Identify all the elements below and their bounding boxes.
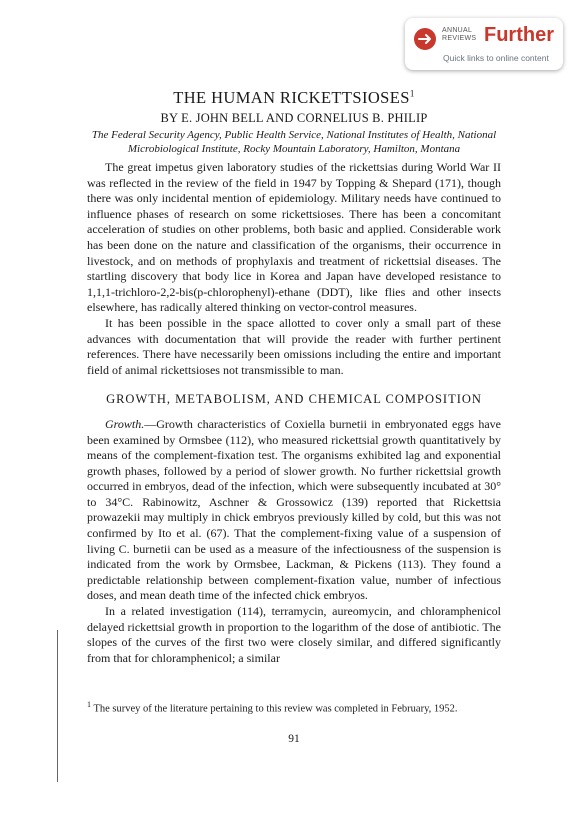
further-logo-icon xyxy=(414,28,436,50)
article-title xyxy=(87,88,501,108)
growth-paragraph xyxy=(87,417,501,604)
further-links-badge[interactable] xyxy=(405,18,563,70)
further-title: Further xyxy=(484,24,554,46)
brand-line-annual: ANNUAL xyxy=(442,27,473,34)
article-body xyxy=(87,160,501,666)
antibiotic-paragraph: In a related investigation (114), terramycin, aureomycin, and chloramphenicol delayed rickettsial growth in proportion to the logarithm of the dose of antibiotic. The slopes of the curves of the first two were closely similar, and differed significantly from that for chloramphenicol; a similar xyxy=(87,604,501,665)
intro-paragraph-2: It has been possible in the space allotted to cover only a small part of these advances with documentation that will provide the reader with further pertinent references. There have necessarily been omissions including the entire and important field of animal rickettsioses not transmissible to man. xyxy=(87,315,501,377)
brand-line-reviews: REVIEWS xyxy=(442,35,477,42)
footnote xyxy=(87,698,501,716)
article-authors: BY E. JOHN BELL AND CORNELIUS B. PHILIP xyxy=(160,111,428,125)
further-subtitle[interactable]: Quick links to online content xyxy=(443,53,549,63)
annual-reviews-brand xyxy=(442,27,476,43)
growth-run-in-heading: Growth. xyxy=(105,416,145,431)
footnote-text: The survey of the literature pertaining to this review was completed in February, 1952. xyxy=(93,703,458,715)
title-footnote-mark: 1 xyxy=(409,88,415,99)
intro-paragraph-1: The great impetus given laboratory studies of the rickettsias during World War II was reflected in the review of the field in 1947 by Topping & Shepard (171), though there was only incidental mention of epidemiology. Military needs have continued to influence phases of research on some rickettsioses. There has been a concomitant acceleration of studies on other problems, both basic and applied. Considerable work has been done on the nature and classification of the organisms, their occurrence in livestock, and on methods of prophylaxis and treatment of rickettsial diseases. The startling discovery that body lice in Korea and Japan have developed resistance to 1,1,1-trichloro-2,2-bis(p-chlorophenyl)-ethane (DDT), like flies and other insects elsewhere, has radically altered thinking on vector-control measures. xyxy=(87,160,501,315)
growth-paragraph-text: —Growth characteristics of Coxiella burnetii in embryonated eggs have been examined by Ormsbee (112), who measured rickettsial growth quantitatively by means of the complement-fixation test. The organisms exhibited lag and exponential growth phases, followed by a period of slower growth. No further rickettsial growth occurred in embryos, dead of the infection, which were subsequently incubated at 30° to 34°C. Rabinowitz, Aschner & Grossowicz (139) reported that Rickettsia prowazekii may multiply in chick embryos previously killed by cold, but this was not confirmed by Ito et al. (67). That the complement-fixing value of a suspension of living C. burnetii can be used as a measure of the infectiousness of the suspension is indicated from the work by Ormsbee, Lackman, & Pickens (113). They found a predictable relationship between complement-fixation value, number of infectious doses, and mean death time of the infected chick embryos. xyxy=(87,416,501,603)
author-affiliation: The Federal Security Agency, Public Health Service, National Institutes of Health, National Microbiological Institute, Rocky Mountain Laboratory, Hamilton, Montana xyxy=(91,129,497,155)
margin-rule xyxy=(57,630,58,782)
section-heading: GROWTH, METABOLISM, AND CHEMICAL COMPOSITION xyxy=(106,392,482,407)
page-number: 91 xyxy=(288,733,300,745)
article-title-text: THE HUMAN RICKETTSIOSES xyxy=(173,88,410,107)
footnote-mark: 1 xyxy=(87,700,91,709)
